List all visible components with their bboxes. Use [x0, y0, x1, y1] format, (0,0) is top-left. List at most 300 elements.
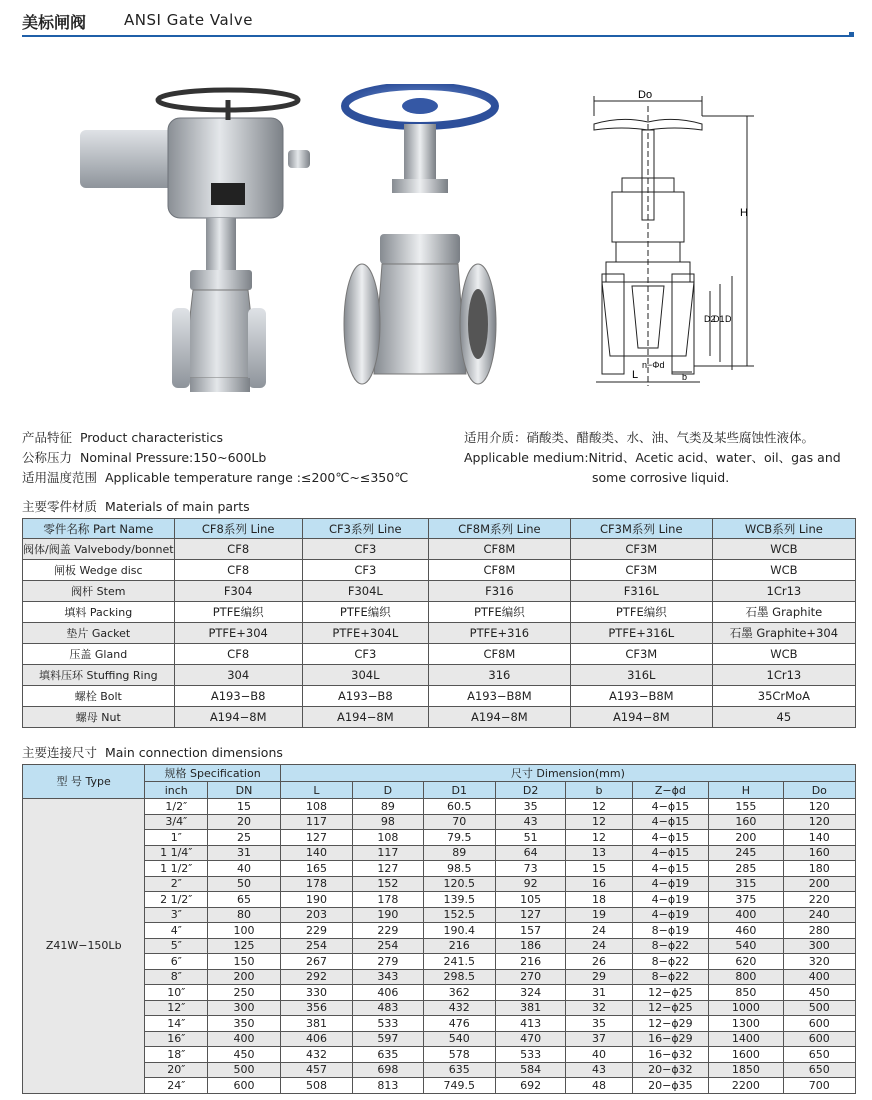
dimension-cell: 12−ϕ29 — [632, 1016, 709, 1032]
pressure-value: Nominal Pressure:150~600Lb — [79, 450, 267, 465]
dimension-cell: 450 — [783, 985, 855, 1001]
materials-cell: F304L — [302, 581, 428, 602]
materials-row — [23, 602, 856, 623]
materials-header-cell: CF3M系列 Line — [570, 519, 712, 539]
dim-d1-label: D1 — [713, 314, 725, 324]
dimension-cell: 19 — [566, 907, 632, 923]
dimension-cell: 254 — [280, 938, 352, 954]
dimensions-row — [23, 892, 856, 908]
materials-cell: WCB — [712, 560, 855, 581]
dim-do-label: Do — [638, 89, 653, 101]
dimension-cell: 89 — [353, 799, 423, 815]
materials-title-cn: 主要零件材质 — [22, 499, 98, 514]
dimensions-row — [23, 1031, 856, 1047]
dimension-cell: 117 — [353, 845, 423, 861]
materials-cell: PTFE编织 — [428, 602, 570, 623]
dimension-cell: 125 — [208, 938, 281, 954]
dimension-cell: 4−ϕ15 — [632, 845, 709, 861]
dimensions-row — [23, 923, 856, 939]
dimension-cell: 4−ϕ15 — [632, 814, 709, 830]
dimension-cell: 200 — [709, 830, 783, 846]
dimension-cell: 4−ϕ15 — [632, 861, 709, 877]
dimension-cell: 16−ϕ32 — [632, 1047, 709, 1063]
dimensions-row — [23, 814, 856, 830]
dimension-cell: 500 — [783, 1000, 855, 1016]
materials-cell: 316 — [428, 665, 570, 686]
dimension-cell: 65 — [208, 892, 281, 908]
dimension-cell: 165 — [280, 861, 352, 877]
dimension-cell: 18″ — [145, 1047, 208, 1063]
dimension-cell: 12−ϕ25 — [632, 1000, 709, 1016]
dimension-cell: 20−ϕ35 — [632, 1078, 709, 1094]
dimension-cell: 92 — [495, 876, 565, 892]
dimension-cell: 89 — [423, 845, 495, 861]
dimension-cell: 216 — [495, 954, 565, 970]
dimension-cell: 178 — [353, 892, 423, 908]
dimension-cell: 16″ — [145, 1031, 208, 1047]
dimension-cell: 381 — [280, 1016, 352, 1032]
materials-cell: CF3M — [570, 644, 712, 665]
dimensions-row — [23, 799, 856, 815]
materials-cell: 阀体/阀盖 Valvebody/bonnet — [23, 539, 175, 560]
dim-nphid-label: n−Φd — [642, 360, 665, 370]
materials-row — [23, 665, 856, 686]
materials-cell: WCB — [712, 539, 855, 560]
materials-cell: 304 — [174, 665, 302, 686]
electric-gate-valve-photo — [78, 78, 328, 408]
dimension-cell: 540 — [709, 938, 783, 954]
materials-cell: A193−B8M — [570, 686, 712, 707]
dimensions-row — [23, 1062, 856, 1078]
dimension-cell: 279 — [353, 954, 423, 970]
handwheel-gate-valve-photo — [340, 84, 500, 404]
dimension-cell: 18 — [566, 892, 632, 908]
dimension-header-cell: 尺寸 Dimension(mm) — [280, 765, 855, 782]
materials-title — [22, 497, 250, 515]
dimension-cell: 5″ — [145, 938, 208, 954]
dimension-cell: 40 — [208, 861, 281, 877]
materials-cell: A193−B8 — [174, 686, 302, 707]
materials-row — [23, 707, 856, 728]
materials-cell: 45 — [712, 707, 855, 728]
dimension-cell: 324 — [495, 985, 565, 1001]
materials-cell: F316L — [570, 581, 712, 602]
dimensions-title — [22, 743, 283, 761]
materials-cell: 石墨 Graphite — [712, 602, 855, 623]
medium-en-2: some corrosive liquid. — [592, 470, 730, 485]
dimension-cell: 698 — [353, 1062, 423, 1078]
dimension-cell: 1000 — [709, 1000, 783, 1016]
materials-cell: PTFE编织 — [174, 602, 302, 623]
dimension-cell: 186 — [495, 938, 565, 954]
materials-cell: 阀杆 Stem — [23, 581, 175, 602]
dimension-cell: 1 1/4″ — [145, 845, 208, 861]
dimension-cell: 3″ — [145, 907, 208, 923]
materials-cell: A193−B8 — [302, 686, 428, 707]
dimension-cell: 12″ — [145, 1000, 208, 1016]
dimensions-row — [23, 830, 856, 846]
dimension-cell: 20−ϕ32 — [632, 1062, 709, 1078]
specification-header-cell: 规格 Specification — [145, 765, 280, 782]
dimension-cell: 8−ϕ22 — [632, 938, 709, 954]
dimensions-row — [23, 954, 856, 970]
materials-cell: CF8M — [428, 560, 570, 581]
dimension-cell: 597 — [353, 1031, 423, 1047]
materials-cell: CF3M — [570, 539, 712, 560]
dimension-cell: 79.5 — [423, 830, 495, 846]
dimension-cell: 10″ — [145, 985, 208, 1001]
dimension-cell: 150 — [208, 954, 281, 970]
dim-d-label: D — [725, 314, 732, 324]
dimension-cell: 533 — [495, 1047, 565, 1063]
title-en: ANSI Gate Valve — [124, 11, 253, 29]
valve-section-drawing — [582, 86, 772, 394]
dimension-cell: 1/2″ — [145, 799, 208, 815]
materials-cell: PTFE+316 — [428, 623, 570, 644]
dimension-cell: 229 — [353, 923, 423, 939]
medium-cn: 适用介质：硝酸类、醋酸类、水、油、气类及某些腐蚀性液体。 — [464, 430, 815, 445]
dimension-cell: 220 — [783, 892, 855, 908]
title-cn: 美标闸阀 — [22, 13, 87, 32]
materials-cell: 1Cr13 — [712, 665, 855, 686]
dimension-cell: 578 — [423, 1047, 495, 1063]
dimension-cell: 584 — [495, 1062, 565, 1078]
dimension-cell: 51 — [495, 830, 565, 846]
dimension-cell: 100 — [208, 923, 281, 939]
materials-cell: PTFE编织 — [570, 602, 712, 623]
dimensions-header-row-1 — [23, 765, 856, 782]
dimension-cell: 160 — [709, 814, 783, 830]
dimension-cell: 4″ — [145, 923, 208, 939]
dimension-cell: 800 — [709, 969, 783, 985]
materials-cell: 35CrMoA — [712, 686, 855, 707]
dimension-cell: 470 — [495, 1031, 565, 1047]
materials-header-cell: WCB系列 Line — [712, 519, 855, 539]
materials-cell: CF3 — [302, 644, 428, 665]
dimension-cell: 200 — [208, 969, 281, 985]
dimension-cell: 152.5 — [423, 907, 495, 923]
applicable-medium — [464, 428, 841, 488]
dim-b-label: b — [682, 372, 688, 382]
dimension-cell: 300 — [783, 938, 855, 954]
materials-header-cell: CF3系列 Line — [302, 519, 428, 539]
dimension-cell: 120 — [783, 814, 855, 830]
dimension-cell: 8″ — [145, 969, 208, 985]
materials-cell: A194−8M — [302, 707, 428, 728]
dimension-cell: 4−ϕ19 — [632, 876, 709, 892]
materials-cell: PTFE编织 — [302, 602, 428, 623]
dimensions-row — [23, 1000, 856, 1016]
dimension-cell: 2″ — [145, 876, 208, 892]
dimension-cell: 400 — [709, 907, 783, 923]
materials-cell: PTFE+304 — [174, 623, 302, 644]
dimension-cell: 600 — [783, 1016, 855, 1032]
dimensions-row — [23, 969, 856, 985]
dimension-subheader-cell: H — [709, 782, 783, 799]
dimension-cell: 635 — [353, 1047, 423, 1063]
materials-cell: 螺栓 Bolt — [23, 686, 175, 707]
dimension-cell: 315 — [709, 876, 783, 892]
dimension-cell: 200 — [783, 876, 855, 892]
dimension-cell: 127 — [495, 907, 565, 923]
materials-row — [23, 644, 856, 665]
dimension-cell: 1 1/2″ — [145, 861, 208, 877]
dimension-cell: 620 — [709, 954, 783, 970]
dim-h-label: H — [740, 207, 748, 219]
dimension-subheader-cell: D2 — [495, 782, 565, 799]
materials-cell: CF8 — [174, 539, 302, 560]
materials-cell: 304L — [302, 665, 428, 686]
materials-cell: PTFE+304L — [302, 623, 428, 644]
dimension-cell: 127 — [280, 830, 352, 846]
dimension-cell: 16 — [566, 876, 632, 892]
dimension-cell: 240 — [783, 907, 855, 923]
materials-cell: CF8M — [428, 644, 570, 665]
dimensions-row — [23, 876, 856, 892]
materials-cell: F316 — [428, 581, 570, 602]
dimension-cell: 98.5 — [423, 861, 495, 877]
dimension-cell: 8−ϕ19 — [632, 923, 709, 939]
dimension-cell: 400 — [783, 969, 855, 985]
dimension-cell: 127 — [353, 861, 423, 877]
dimension-cell: 1″ — [145, 830, 208, 846]
type-header-cell: 型 号 Type — [23, 765, 145, 799]
dimension-cell: 254 — [353, 938, 423, 954]
materials-title-en: Materials of main parts — [104, 499, 250, 514]
pressure-label-cn: 公称压力 — [22, 450, 73, 465]
dimension-cell: 300 — [208, 1000, 281, 1016]
dimensions-row — [23, 938, 856, 954]
dimensions-row — [23, 845, 856, 861]
materials-row — [23, 686, 856, 707]
dimension-cell: 14″ — [145, 1016, 208, 1032]
dimension-cell: 8−ϕ22 — [632, 969, 709, 985]
dimension-cell: 73 — [495, 861, 565, 877]
materials-header-row — [23, 519, 856, 539]
dimension-cell: 375 — [709, 892, 783, 908]
dimension-cell: 413 — [495, 1016, 565, 1032]
dimension-cell: 635 — [423, 1062, 495, 1078]
dimension-cell: 12 — [566, 799, 632, 815]
materials-cell: 316L — [570, 665, 712, 686]
dimension-cell: 2200 — [709, 1078, 783, 1094]
dimension-cell: 29 — [566, 969, 632, 985]
dimension-cell: 229 — [280, 923, 352, 939]
materials-cell: 填料 Packing — [23, 602, 175, 623]
dimension-cell: 813 — [353, 1078, 423, 1094]
dimensions-header-row-2 — [23, 782, 856, 799]
dimension-cell: 26 — [566, 954, 632, 970]
materials-cell: A193−B8M — [428, 686, 570, 707]
dimension-subheader-cell: b — [566, 782, 632, 799]
dimension-cell: 4−ϕ19 — [632, 892, 709, 908]
dimension-cell: 600 — [208, 1078, 281, 1094]
materials-cell: CF8M — [428, 539, 570, 560]
dimension-cell: 117 — [280, 814, 352, 830]
materials-cell: A194−8M — [570, 707, 712, 728]
dimension-cell: 160 — [783, 845, 855, 861]
dimension-cell: 298.5 — [423, 969, 495, 985]
dim-d2-label: D2 — [704, 314, 716, 324]
dimensions-row — [23, 1078, 856, 1094]
dimension-cell: 2 1/2″ — [145, 892, 208, 908]
dimension-cell: 98 — [353, 814, 423, 830]
dimension-cell: 15 — [208, 799, 281, 815]
dimension-cell: 285 — [709, 861, 783, 877]
dimension-cell: 43 — [495, 814, 565, 830]
dimension-cell: 483 — [353, 1000, 423, 1016]
materials-cell: PTFE+316L — [570, 623, 712, 644]
dimension-cell: 139.5 — [423, 892, 495, 908]
dimension-subheader-cell: D1 — [423, 782, 495, 799]
dimension-subheader-cell: L — [280, 782, 352, 799]
dimensions-table — [22, 764, 856, 1094]
dimension-cell: 203 — [280, 907, 352, 923]
char-label-en: Product characteristics — [79, 430, 224, 445]
dimension-cell: 432 — [280, 1047, 352, 1063]
dimension-cell: 105 — [495, 892, 565, 908]
dimension-cell: 4−ϕ15 — [632, 830, 709, 846]
dimensions-row — [23, 985, 856, 1001]
materials-cell: 1Cr13 — [712, 581, 855, 602]
dimension-cell: 241.5 — [423, 954, 495, 970]
product-characteristics — [22, 428, 408, 488]
materials-cell: 螺母 Nut — [23, 707, 175, 728]
dimension-cell: 31 — [208, 845, 281, 861]
dimension-cell: 64 — [495, 845, 565, 861]
dimension-subheader-cell: inch — [145, 782, 208, 799]
materials-cell: WCB — [712, 644, 855, 665]
dimension-cell: 140 — [783, 830, 855, 846]
dimension-cell: 850 — [709, 985, 783, 1001]
dimension-cell: 749.5 — [423, 1078, 495, 1094]
dimension-cell: 16−ϕ29 — [632, 1031, 709, 1047]
dimension-cell: 343 — [353, 969, 423, 985]
dimension-cell: 48 — [566, 1078, 632, 1094]
dimension-cell: 35 — [495, 799, 565, 815]
dimension-cell: 13 — [566, 845, 632, 861]
dimensions-row — [23, 907, 856, 923]
materials-cell: CF3 — [302, 539, 428, 560]
materials-cell: 石墨 Graphite+304 — [712, 623, 855, 644]
dimension-cell: 476 — [423, 1016, 495, 1032]
dimension-cell: 4−ϕ19 — [632, 907, 709, 923]
materials-cell: 垫片 Gacket — [23, 623, 175, 644]
materials-cell: CF3M — [570, 560, 712, 581]
dimension-cell: 457 — [280, 1062, 352, 1078]
dimension-cell: 70 — [423, 814, 495, 830]
dimension-cell: 432 — [423, 1000, 495, 1016]
dimension-cell: 190 — [280, 892, 352, 908]
temp-value: Applicable temperature range :≤200℃~≤350℃ — [104, 470, 409, 485]
materials-cell: CF8 — [174, 644, 302, 665]
dimension-cell: 50 — [208, 876, 281, 892]
dimension-cell: 60.5 — [423, 799, 495, 815]
char-label-cn: 产品特征 — [22, 430, 73, 445]
dimension-cell: 24 — [566, 923, 632, 939]
dimension-cell: 700 — [783, 1078, 855, 1094]
dimension-subheader-cell: D — [353, 782, 423, 799]
dimension-cell: 400 — [208, 1031, 281, 1047]
dimension-cell: 190 — [353, 907, 423, 923]
dimension-cell: 190.4 — [423, 923, 495, 939]
materials-header-cell: 零件名称 Part Name — [23, 519, 175, 539]
materials-cell: 闸板 Wedge disc — [23, 560, 175, 581]
dimension-cell: 4−ϕ15 — [632, 799, 709, 815]
dimension-cell: 1850 — [709, 1062, 783, 1078]
materials-cell: 填料压环 Stuffing Ring — [23, 665, 175, 686]
dimension-cell: 250 — [208, 985, 281, 1001]
dimension-subheader-cell: Z−ϕd — [632, 782, 709, 799]
dimension-cell: 460 — [709, 923, 783, 939]
dimension-cell: 3/4″ — [145, 814, 208, 830]
dimension-cell: 245 — [709, 845, 783, 861]
dimension-cell: 280 — [783, 923, 855, 939]
dimension-cell: 450 — [208, 1047, 281, 1063]
materials-cell: 压盖 Gland — [23, 644, 175, 665]
dimensions-title-en: Main connection dimensions — [104, 745, 283, 760]
dimension-cell: 37 — [566, 1031, 632, 1047]
dimension-cell: 80 — [208, 907, 281, 923]
dimension-cell: 381 — [495, 1000, 565, 1016]
dimension-cell: 508 — [280, 1078, 352, 1094]
dimension-cell: 692 — [495, 1078, 565, 1094]
model-cell: Z41W−150Lb — [23, 799, 145, 1094]
materials-header-cell: CF8系列 Line — [174, 519, 302, 539]
dimension-cell: 600 — [783, 1031, 855, 1047]
dimension-cell: 406 — [280, 1031, 352, 1047]
dimension-subheader-cell: Do — [783, 782, 855, 799]
dimension-cell: 6″ — [145, 954, 208, 970]
materials-cell: A194−8M — [174, 707, 302, 728]
dimensions-row — [23, 1047, 856, 1063]
dimension-cell: 120 — [783, 799, 855, 815]
dimension-cell: 267 — [280, 954, 352, 970]
materials-cell: CF8 — [174, 560, 302, 581]
dimension-cell: 140 — [280, 845, 352, 861]
dimension-cell: 152 — [353, 876, 423, 892]
dimension-cell: 157 — [495, 923, 565, 939]
dimension-cell: 12 — [566, 814, 632, 830]
dimension-cell: 540 — [423, 1031, 495, 1047]
dimension-cell: 216 — [423, 938, 495, 954]
dimensions-row — [23, 1016, 856, 1032]
dimension-cell: 406 — [353, 985, 423, 1001]
dimension-cell: 8−ϕ22 — [632, 954, 709, 970]
header-marker — [849, 32, 854, 37]
dimension-cell: 20″ — [145, 1062, 208, 1078]
dimension-cell: 155 — [709, 799, 783, 815]
dimension-cell: 330 — [280, 985, 352, 1001]
dimension-cell: 500 — [208, 1062, 281, 1078]
dimension-cell: 356 — [280, 1000, 352, 1016]
materials-row — [23, 623, 856, 644]
dimension-cell: 320 — [783, 954, 855, 970]
dimension-cell: 24 — [566, 938, 632, 954]
dimension-cell: 362 — [423, 985, 495, 1001]
dimension-cell: 40 — [566, 1047, 632, 1063]
materials-header-cell: CF8M系列 Line — [428, 519, 570, 539]
dimension-cell: 533 — [353, 1016, 423, 1032]
dimension-cell: 650 — [783, 1062, 855, 1078]
dimension-cell: 12 — [566, 830, 632, 846]
dimension-cell: 180 — [783, 861, 855, 877]
dimension-cell: 15 — [566, 861, 632, 877]
temp-label-cn: 适用温度范围 — [22, 470, 98, 485]
dimension-cell: 31 — [566, 985, 632, 1001]
dimension-subheader-cell: DN — [208, 782, 281, 799]
dimension-cell: 24″ — [145, 1078, 208, 1094]
